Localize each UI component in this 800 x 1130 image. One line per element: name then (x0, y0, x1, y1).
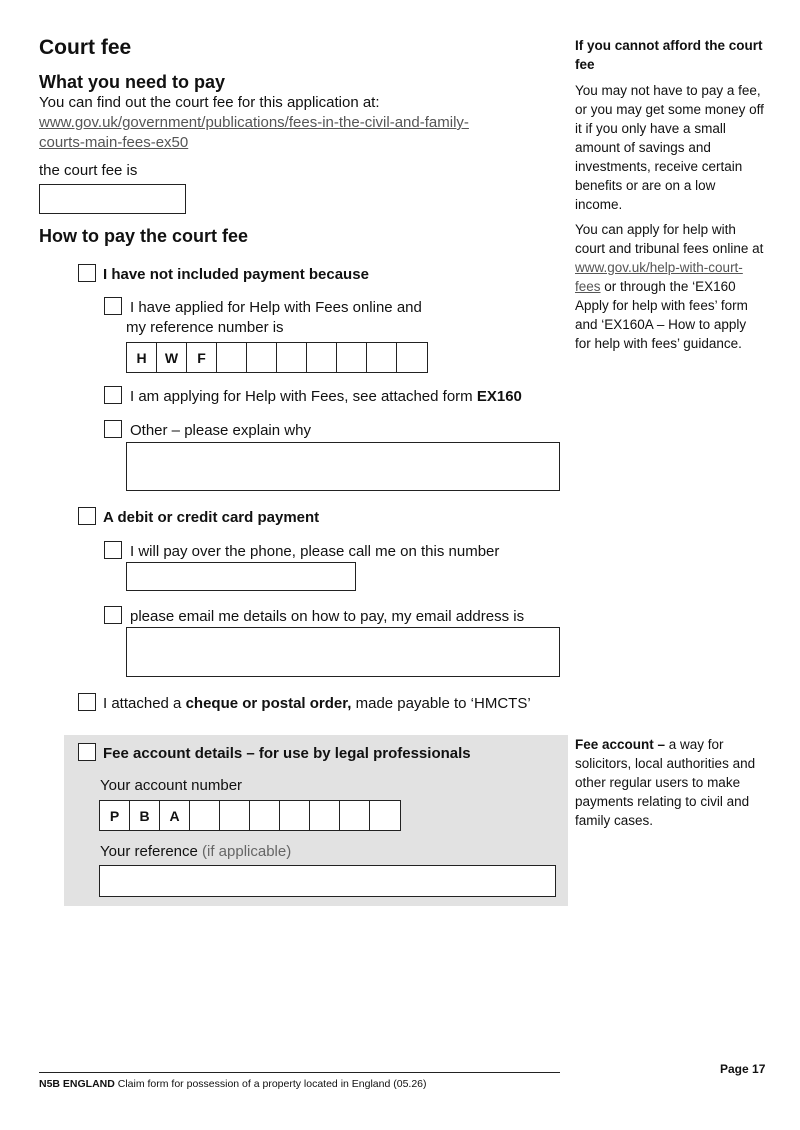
help-with-fees-link[interactable]: www.gov.uk/help-with-court-fees (575, 260, 743, 294)
afford-paragraph-1: You may not have to pay a fee, or you may get some money off it if you only have a small amount of savings and investments, receive certain benefits or are on a low income. (575, 83, 764, 212)
hwf-cell[interactable] (337, 343, 367, 372)
hwf-reference-input[interactable] (126, 342, 428, 373)
applying-hwf-label (130, 387, 522, 407)
pba-cell[interactable] (370, 801, 400, 830)
pba-cell: A (160, 801, 190, 830)
other-explain-input[interactable] (126, 442, 560, 491)
hwf-cell[interactable] (307, 343, 337, 372)
form-code: N5B ENGLAND (39, 1078, 115, 1090)
court-fee-input[interactable] (39, 184, 186, 214)
cheque-label (103, 694, 531, 714)
phone-number-input[interactable] (126, 562, 356, 591)
fee-account-note (575, 735, 765, 830)
hwf-cell: F (187, 343, 217, 372)
phone-label: I will pay over the phone, please call me on this number (130, 543, 500, 560)
pba-cell[interactable] (340, 801, 370, 830)
hwf-cell[interactable] (367, 343, 397, 372)
cheque-checkbox[interactable] (78, 693, 96, 711)
applied-online-checkbox[interactable] (104, 297, 122, 315)
email-label: please email me details on how to pay, my email address is (130, 608, 525, 625)
pba-cell[interactable] (220, 801, 250, 830)
not-included-checkbox[interactable] (78, 264, 96, 282)
afford-paragraph-2 (575, 220, 765, 353)
footer-form-info (39, 1078, 427, 1090)
card-payment-checkbox[interactable] (78, 507, 96, 525)
afford-p2-text-b: or through the ‘EX160 Apply for help with fees’ form and ‘EX160A – How to apply for help with fees’ guidance. (575, 279, 748, 351)
pba-account-input[interactable] (99, 800, 401, 831)
hwf-cell[interactable] (277, 343, 307, 372)
applying-hwf-checkbox[interactable] (104, 386, 122, 404)
applied-online-label-line1: I have applied for Help with Fees online and (130, 299, 422, 316)
reference-hint: (if applicable) (202, 843, 292, 860)
fee-account-note-text: a way for solicitors, local authorities and other regular users to make payments relating to civil and family cases. (575, 737, 756, 828)
hwf-cell: W (157, 343, 187, 372)
cheque-text-pre: I attached a (103, 695, 186, 712)
need-to-pay-heading: What you need to pay (39, 72, 226, 92)
fee-account-heading: Fee account details – for use by legal professionals (103, 745, 471, 762)
hwf-cell[interactable] (217, 343, 247, 372)
pba-cell: B (130, 801, 160, 830)
pba-cell[interactable] (250, 801, 280, 830)
pba-cell[interactable] (190, 801, 220, 830)
hwf-cell[interactable] (397, 343, 427, 372)
email-checkbox[interactable] (104, 606, 122, 624)
other-checkbox[interactable] (104, 420, 122, 438)
fee-account-checkbox[interactable] (78, 743, 96, 761)
email-address-input[interactable] (126, 627, 560, 677)
cheque-text-bold: cheque or postal order, (185, 695, 352, 712)
need-to-pay-intro: You can find out the court fee for this application at: (39, 94, 380, 111)
how-to-pay-heading: How to pay the court fee (39, 226, 249, 246)
fee-account-note-bold: Fee account – (575, 737, 666, 752)
afford-heading: If you cannot afford the court fee (575, 38, 763, 72)
page-number: Page 17 (720, 1062, 766, 1076)
court-fee-label: the court fee is (39, 162, 138, 179)
applied-online-label-line2: my reference number is (126, 319, 284, 336)
not-included-label: I have not included payment because (103, 266, 369, 283)
account-number-label: Your account number (100, 777, 243, 794)
hwf-cell[interactable] (247, 343, 277, 372)
hwf-cell: H (127, 343, 157, 372)
afford-p2-text-a: You can apply for help with court and tribunal fees online at (575, 222, 764, 256)
fees-link-line2[interactable]: courts-main-fees-ex50 (39, 134, 189, 151)
reference-input[interactable] (99, 865, 556, 897)
reference-label (100, 842, 291, 862)
page-title: Court fee (39, 36, 132, 59)
cheque-text-post: made payable to ‘HMCTS’ (351, 695, 531, 712)
pba-cell[interactable] (310, 801, 340, 830)
form-title: Claim form for possession of a property located in England (05.26) (114, 1078, 427, 1090)
phone-checkbox[interactable] (104, 541, 122, 559)
footer-divider (39, 1072, 560, 1073)
other-label: Other – please explain why (130, 422, 311, 439)
pba-cell: P (100, 801, 130, 830)
card-payment-label: A debit or credit card payment (103, 509, 320, 526)
ex160-form-name: EX160 (476, 388, 522, 405)
reference-label-text: Your reference (100, 843, 203, 860)
pba-cell[interactable] (280, 801, 310, 830)
fees-link-line1[interactable]: www.gov.uk/government/publications/fees-in-the-civil-and-family- (39, 114, 469, 131)
applying-hwf-text: I am applying for Help with Fees, see attached form (130, 388, 477, 405)
